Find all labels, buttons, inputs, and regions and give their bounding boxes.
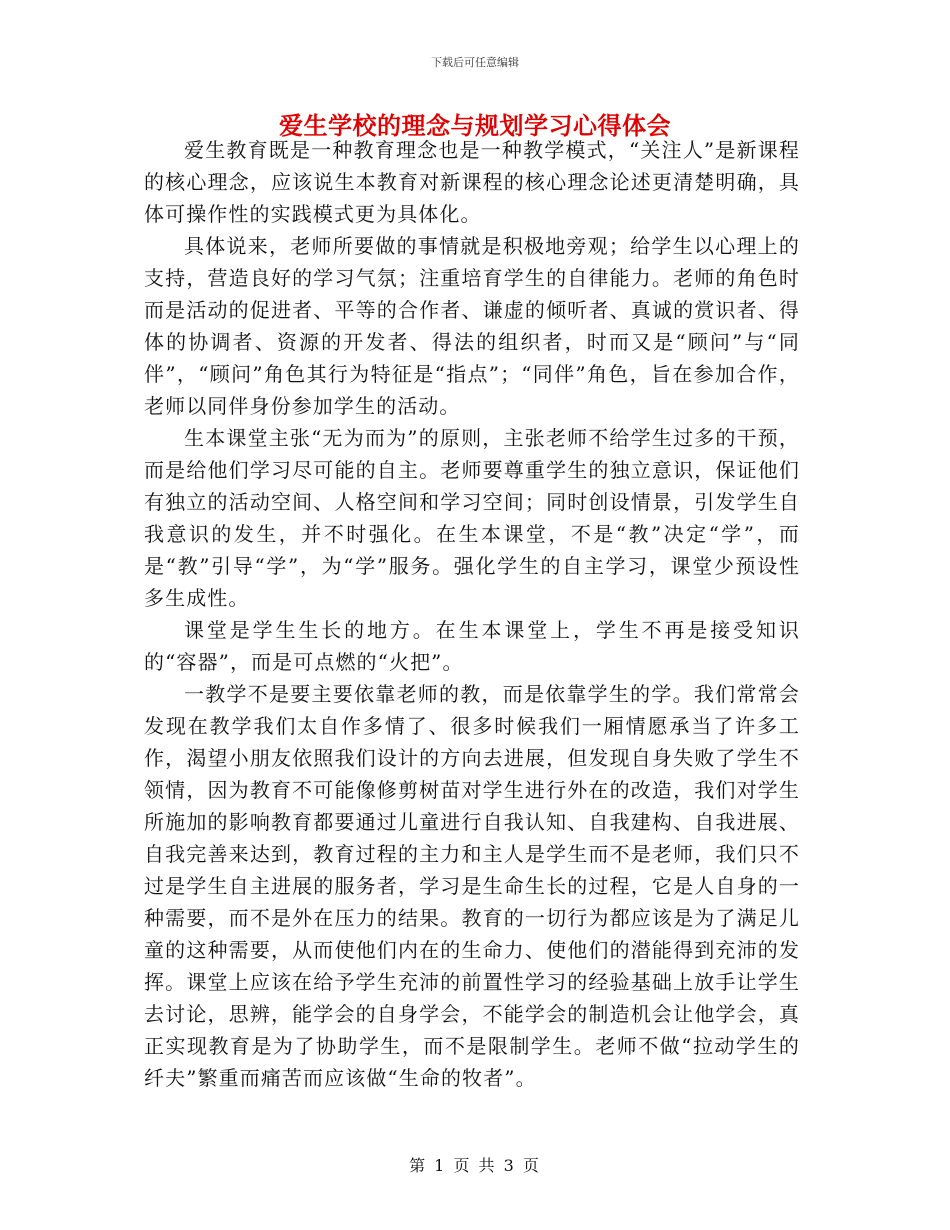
paragraph-3: 生本课堂主张“无为而为”的原则，主张老师不给学生过多的干预，而是给他们学习尽可能的自主。老师要尊重学生的独立意识，保证他们有独立的活动空间、人格空间和学习空间；同时创设情景，引发学生自我意识的发生，并不时强化。在生本课堂，不是“教”决定“学”，而是“教”引导“学”，为“学”服务。强化学生的自主学习，课堂少预设性多生成性。 xyxy=(144,426,800,610)
paragraph-1: 爱生教育既是一种教育理念也是一种教学模式，“关注人”是新课程的核心理念，应该说生本教育对新课程的核心理念论述更清楚明确，具体可操作性的实践模式更为具体化。 xyxy=(144,138,800,226)
document-body xyxy=(144,134,800,1094)
document-title: 爱生学校的理念与规划学习心得体会 xyxy=(279,111,671,140)
paragraph-5: 一教学不是要主要依靠老师的教，而是依靠学生的学。我们常常会发现在教学我们太自作多情了、很多时候我们一厢情愿承当了许多工作，渴望小朋友依照我们设计的方向去进展，但发现自身失败了学生不领情，因为教育不可能像修剪树苗对学生进行外在的改造，我们对学生所施加的影响教育都要通过儿童进行自我认知、自我建构、自我进展、自我完善来达到，教育过程的主力和主人是学生而不是老师，我们只不过是学生自主进展的服务者，学习是生命生长的过程，它是人自身的一种需要，而不是外在压力的结果。教育的一切行为都应该是为了满足儿童的这种需要，从而使他们内在的生命力、使他们的潜能得到充沛的发挥。课堂上应该在给予学生充沛的前置性学习的经验基础上放手让学生去讨论，思辨，能学会的自身学会，不能学会的制造机会让他学会，真正实现教育是为了协助学生，而不是限制学生。老师不做“拉动学生的纤夫”繁重而痛苦而应该做“生命的牧者”。 xyxy=(144,682,800,1090)
page-number-footer: 第 1 页 共 3 页 xyxy=(409,1156,541,1175)
header-note: 下载后可任意编辑 xyxy=(431,56,519,69)
paragraph-4: 课堂是学生生长的地方。在生本课堂上，学生不再是接受知识的“容器”，而是可点燃的“火把”。 xyxy=(144,618,800,674)
paragraph-2: 具体说来，老师所要做的事情就是积极地旁观；给学生以心理上的支持，营造良好的学习气氛；注重培育学生的自律能力。老师的角色时而是活动的促进者、平等的合作者、谦虚的倾听者、真诚的赏识者、得体的协调者、资源的开发者、得法的组织者，时而又是“顾问”与“同伴”，“顾问”角色其行为特征是“指点”；“同伴”角色，旨在参加合作，老师以同伴身份参加学生的活动。 xyxy=(144,234,800,418)
